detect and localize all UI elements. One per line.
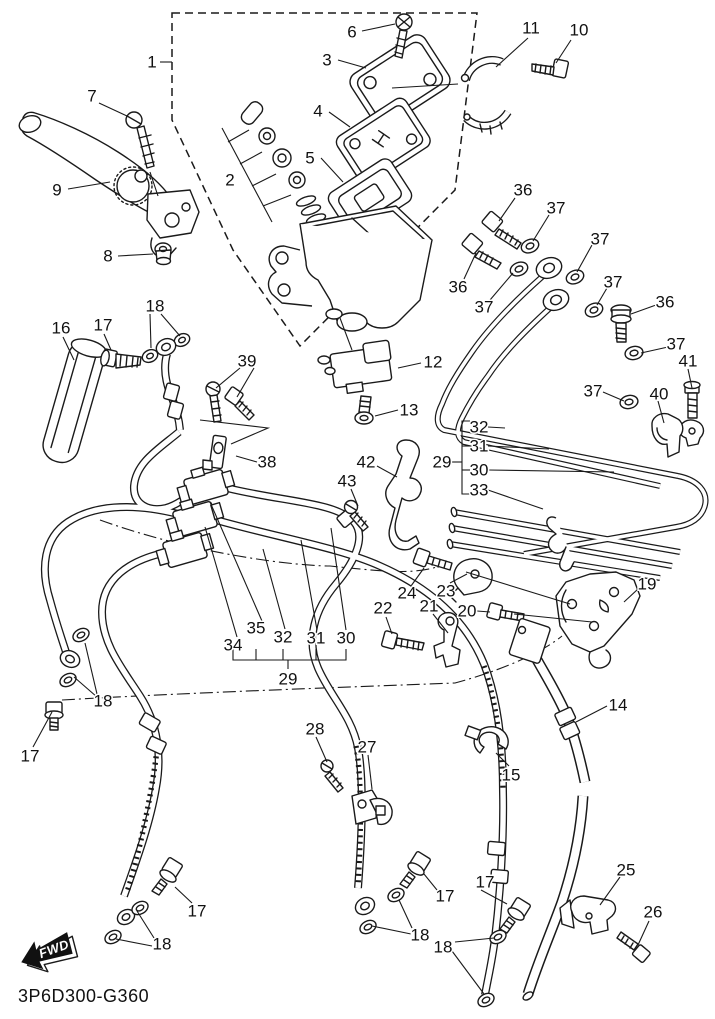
- leader-line: [362, 24, 395, 31]
- leader-line: [372, 926, 411, 934]
- pipe-holder-42: [386, 440, 421, 550]
- lever-bushing: [155, 243, 171, 265]
- part-label-37: 37: [583, 381, 603, 401]
- switch-screw-13: [355, 396, 373, 424]
- part-label-13: 13: [399, 400, 419, 420]
- hose-union: [509, 618, 551, 664]
- leader-line: [150, 314, 151, 348]
- part-label-37: 37: [474, 297, 494, 317]
- part-label-10: 10: [569, 20, 589, 40]
- leader-line: [576, 706, 607, 722]
- group-bracket: [252, 174, 276, 186]
- banjo-eyes: [533, 254, 571, 314]
- part-label-37: 37: [603, 272, 623, 292]
- leader-line: [210, 502, 262, 621]
- leader-line: [99, 103, 127, 116]
- leader-line: [236, 456, 257, 462]
- leader-line: [631, 305, 656, 314]
- leader-line: [399, 900, 412, 928]
- part-label-29: 29: [278, 669, 298, 689]
- part-label-24: 24: [397, 583, 417, 603]
- group-bracket: [228, 130, 249, 142]
- part-label-23: 23: [436, 581, 456, 601]
- pipe-open-end: [449, 523, 456, 533]
- leader-line: [452, 951, 484, 994]
- part-label-17: 17: [435, 886, 455, 906]
- part-label-6: 6: [347, 22, 357, 42]
- fwd-arrow-label: FWD: [36, 936, 72, 962]
- part-label-22: 22: [373, 598, 393, 618]
- part-label-17: 17: [475, 872, 495, 892]
- pipe-open-end: [451, 507, 458, 517]
- pipe-clamp-38: [203, 435, 226, 470]
- banjo-bolts-17-bottom: [45, 702, 531, 933]
- part-label-4: 4: [313, 101, 323, 121]
- hose-clamp-25: [560, 896, 615, 934]
- leader-line: [398, 363, 421, 368]
- part-label-12: 12: [423, 352, 443, 372]
- leader-line: [638, 921, 649, 945]
- banjo-bolt-17-top: [99, 349, 141, 368]
- leader-line: [316, 737, 327, 762]
- leader-line: [321, 158, 343, 182]
- bolt-22: [381, 630, 424, 650]
- bracket-bolt-41: [680, 382, 703, 447]
- part-label-42: 42: [356, 452, 376, 472]
- group-bracket: [263, 195, 291, 206]
- part-label-14: 14: [608, 695, 628, 715]
- leader-line: [488, 427, 505, 428]
- part-label-36: 36: [513, 180, 533, 200]
- leader-line: [464, 253, 476, 279]
- part-label-35: 35: [246, 618, 266, 638]
- leader-line: [496, 38, 528, 67]
- clamp-bolt: [532, 59, 569, 79]
- leader-line: [556, 40, 571, 63]
- leader-line: [533, 215, 549, 241]
- leader-line: [455, 938, 494, 942]
- artwork: [17, 13, 705, 1009]
- part-label-5: 5: [305, 148, 315, 168]
- fwd-arrow: [17, 930, 81, 979]
- leader-line: [488, 490, 543, 509]
- screws-39: [206, 382, 254, 422]
- leader-line: [33, 712, 52, 747]
- leader-line: [368, 755, 372, 789]
- part-label-3: 3: [322, 50, 332, 70]
- part-label-37: 37: [546, 198, 566, 218]
- part-label-18: 18: [145, 296, 165, 316]
- part-label-1: 1: [147, 52, 157, 72]
- leader-line: [137, 911, 154, 938]
- bolt-24: [413, 548, 452, 570]
- part-label-11: 11: [522, 18, 540, 38]
- leader-line: [116, 939, 152, 946]
- group-bracket: [200, 420, 268, 444]
- leader-line: [237, 368, 254, 397]
- part-label-2: 2: [225, 170, 235, 190]
- part-label-17: 17: [20, 746, 40, 766]
- leader-line: [301, 540, 317, 630]
- leader-line: [603, 392, 624, 401]
- part-label-33: 33: [469, 480, 489, 500]
- pipe-open-end: [447, 539, 454, 549]
- part-label-36: 36: [448, 277, 468, 297]
- part-label-29: 29: [432, 452, 452, 472]
- leader-line: [499, 198, 515, 221]
- part-label-17: 17: [187, 901, 207, 921]
- part-label-8: 8: [103, 246, 113, 266]
- leader-line: [118, 254, 153, 256]
- pipe-bracket-40: [652, 414, 683, 457]
- hose-holder-23: [450, 559, 492, 602]
- part-label-15: 15: [501, 765, 521, 785]
- brake-light-switch: [318, 340, 395, 395]
- leader-line: [85, 643, 97, 694]
- part-label-27: 27: [357, 737, 377, 757]
- part-label-30: 30: [469, 460, 489, 480]
- hose-clamp-27: [352, 790, 392, 824]
- part-label-32: 32: [469, 417, 489, 437]
- leader-line: [375, 410, 398, 416]
- part-label-18: 18: [410, 925, 430, 945]
- part-label-37: 37: [590, 229, 610, 249]
- part-label-32: 32: [273, 627, 293, 647]
- part-label-31: 31: [469, 436, 489, 456]
- leader-line: [577, 245, 592, 272]
- part-label-30: 30: [336, 628, 356, 648]
- part-label-18: 18: [93, 691, 113, 711]
- part-label-7: 7: [87, 86, 97, 106]
- part-label-38: 38: [257, 452, 277, 472]
- master-cylinder-body: [269, 206, 432, 331]
- bolt-20: [486, 602, 524, 621]
- part-label-21: 21: [419, 596, 439, 616]
- diagram-code: 3P6D300-G360: [18, 986, 150, 1006]
- part-label-19: 19: [637, 574, 657, 594]
- leader-line: [205, 527, 237, 637]
- part-label-26: 26: [643, 902, 663, 922]
- part-label-40: 40: [649, 384, 669, 404]
- part-label-18: 18: [433, 937, 453, 957]
- part-label-43: 43: [337, 471, 357, 491]
- brake-lever: [17, 112, 199, 257]
- rubber-boot: [39, 335, 108, 466]
- leader-line: [329, 112, 350, 127]
- leader-line: [641, 347, 668, 353]
- leader-line: [161, 314, 180, 336]
- part-label-37: 37: [666, 334, 686, 354]
- part-label-18: 18: [152, 934, 172, 954]
- leader-line: [338, 60, 366, 68]
- bolt-26: [617, 932, 651, 963]
- part-label-17: 17: [93, 315, 113, 335]
- part-label-41: 41: [678, 351, 698, 371]
- part-label-31: 31: [306, 628, 326, 648]
- group-bracket: [240, 152, 262, 164]
- part-label-16: 16: [51, 318, 71, 338]
- bolt-28: [321, 760, 343, 792]
- part-label-39: 39: [237, 351, 257, 371]
- part-label-34: 34: [223, 635, 243, 655]
- leader-line: [377, 466, 397, 477]
- leader-line: [216, 368, 240, 388]
- part-label-20: 20: [457, 601, 477, 621]
- group-bracket: [233, 649, 346, 660]
- part-label-36: 36: [655, 292, 675, 312]
- leader-line: [490, 273, 513, 300]
- part-label-25: 25: [616, 860, 636, 880]
- part-label-9: 9: [52, 180, 62, 200]
- handlebar-clamp: [462, 60, 509, 134]
- part-label-28: 28: [305, 719, 325, 739]
